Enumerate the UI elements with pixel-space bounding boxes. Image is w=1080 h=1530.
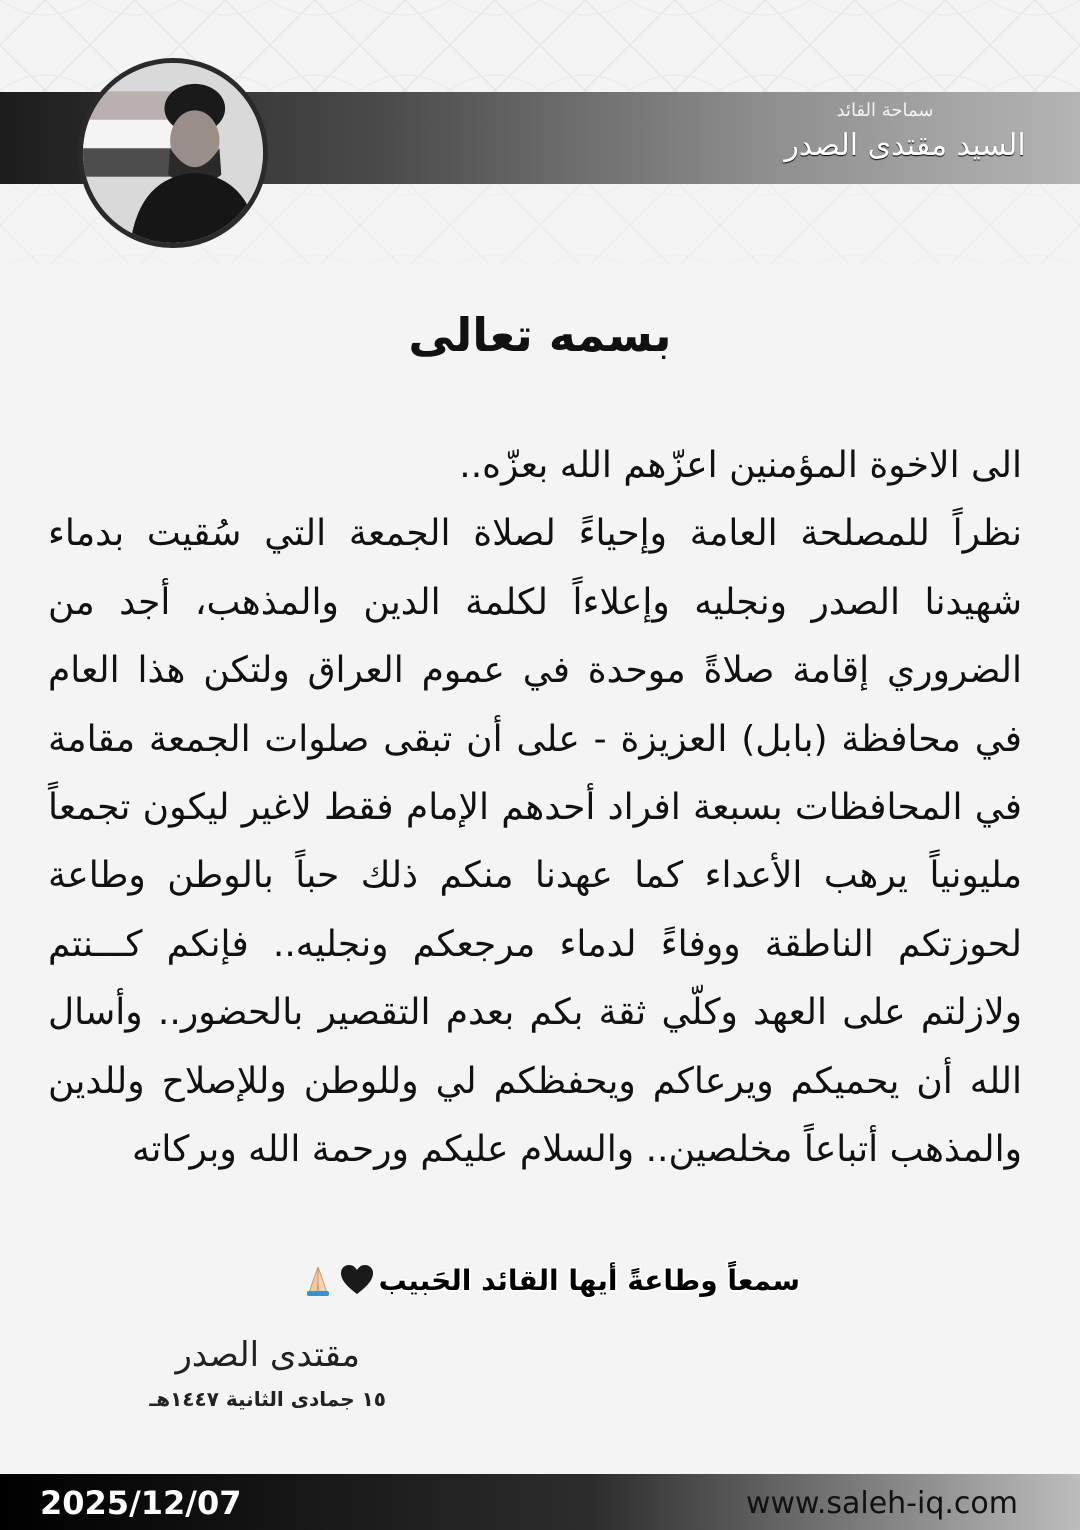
logo-name: السيد مقتدى الصدر	[784, 128, 1026, 163]
black-heart-icon	[339, 1263, 375, 1297]
document-body	[48, 432, 1022, 1184]
statement-paragraph: نظراً للمصلحة العامة وإحياءً لصلاة الجمعة التي سُقيت بدماء شهيدنا الصدر ونجليه وإعلاءاً لكلمة الدين والمذهب، أجد من الضروري إقامة صلاةً موحدة في عموم العراق ولتكن هذا العام في محافظة (بابل) العزيزة - على أن تبقى صلوات الجمعة مقامة في المحافظات بسبعة افراد أحدهم الإمام فقط لاغير ليكون تجمعاً مليونياً يرهب الأعداء كما عهدنا منكم ذلك حباً بالوطن وطاعة لحوزتكم الناطقة ووفاءً لدماء مرجعكم ونجليه.. فإنكم كـــنتم ولازلتم على العهد وكلّي ثقة بكم بعدم التقصير بالحضور.. وأسال الله أن يحميكم ويرعاكم ويحفظكم لي وللوطن وللإصلاح وللدين والمذهب أتباعاً مخلصين.. والسلام عليكم ورحمة الله وبركاته	[48, 513, 1022, 1171]
logo-subtitle: سماحة القائد	[836, 100, 934, 121]
header-logo	[780, 98, 1030, 180]
footer-bar	[0, 1474, 1080, 1530]
pledge-emojis	[301, 1263, 375, 1297]
footer-website-link[interactable]: www.saleh-iq.com	[745, 1486, 1018, 1521]
greeting-line: الى الاخوة المؤمنين اعزّهم الله بعزّه..	[459, 445, 1022, 486]
footer-date: 2025/12/07	[40, 1484, 242, 1522]
pledge-line	[290, 1252, 800, 1308]
pledge-text: سمعاً وطاعةً أيها القائد الحَبيب	[378, 1263, 800, 1297]
avatar	[78, 58, 268, 248]
document-title: بسمه تعالى	[408, 308, 672, 362]
signature-date: ١٥ جمادى الثانية ١٤٤٧هـ	[149, 1387, 386, 1411]
praying-hands-icon	[301, 1263, 335, 1297]
signature-name: مقتدى الصدر	[175, 1335, 360, 1375]
